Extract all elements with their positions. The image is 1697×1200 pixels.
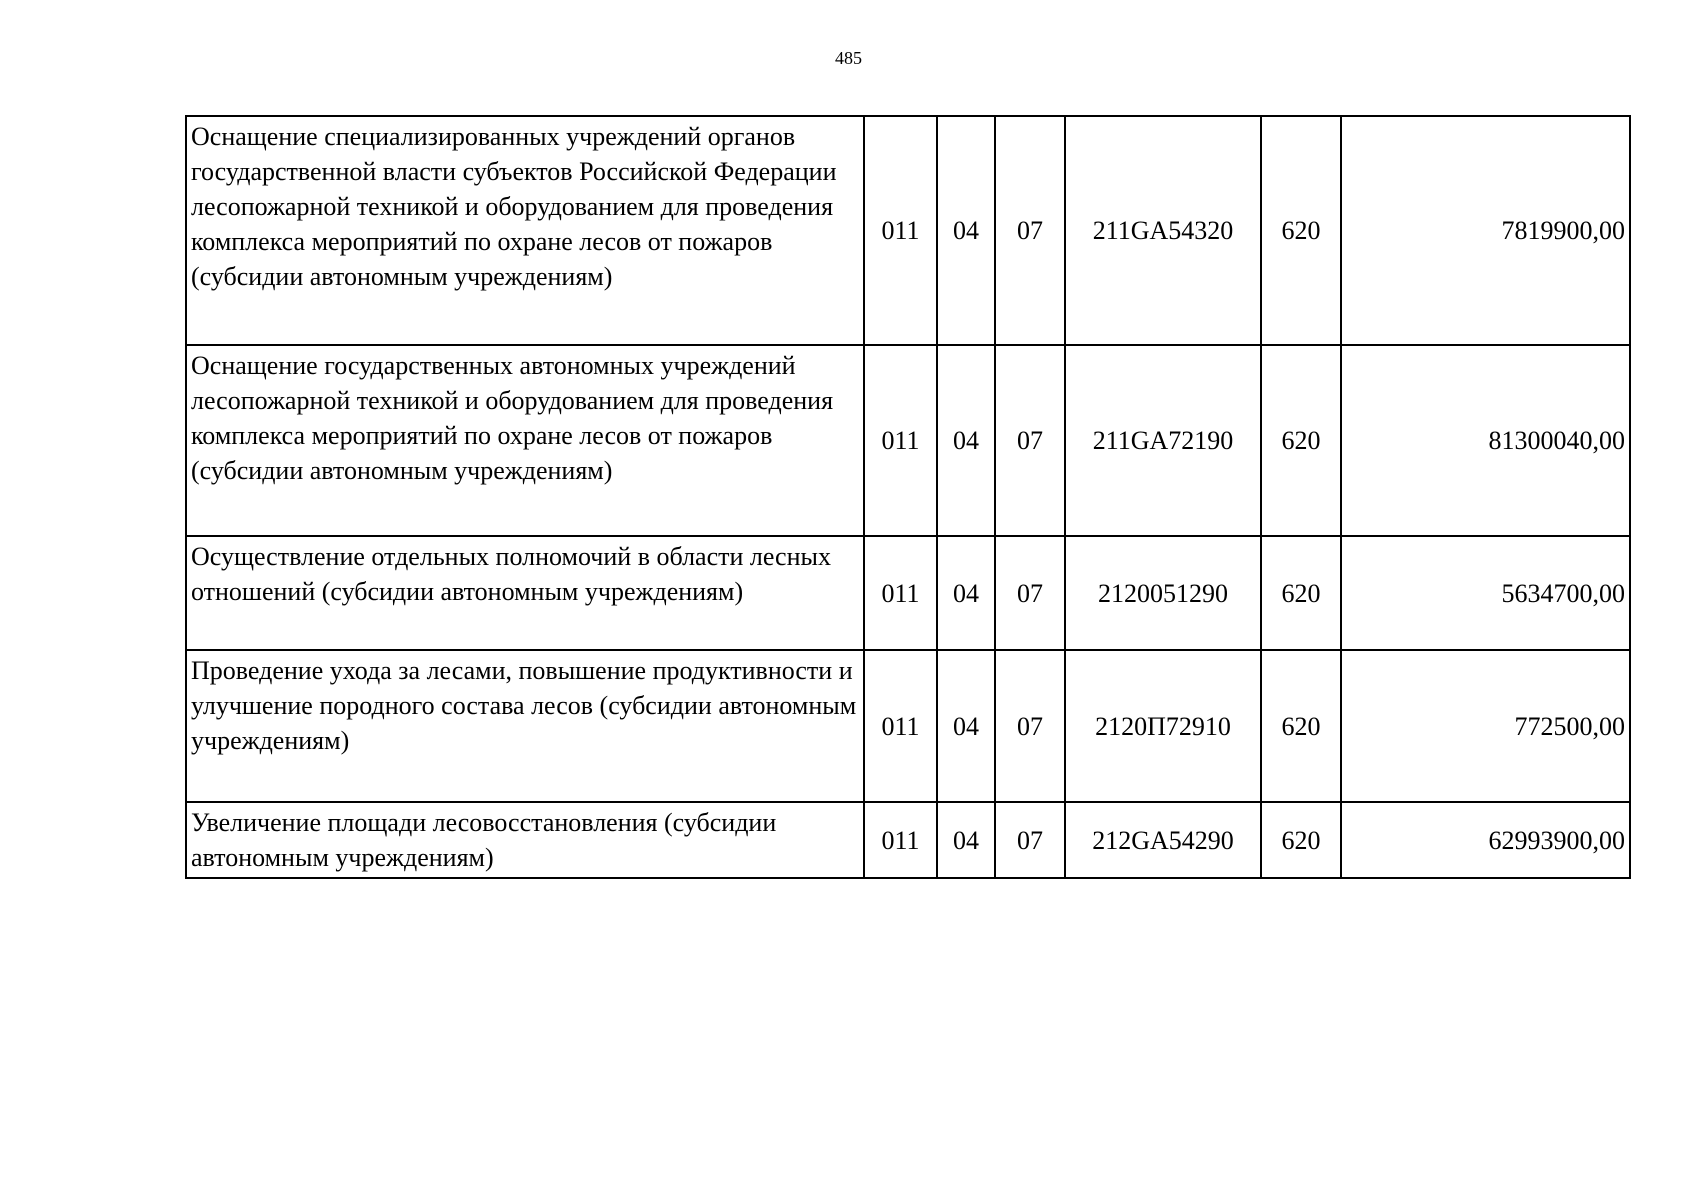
expense-type-cell: 620 (1261, 536, 1341, 650)
amount-cell: 5634700,00 (1341, 536, 1630, 650)
subsection-cell: 07 (995, 345, 1065, 536)
amount-cell: 81300040,00 (1341, 345, 1630, 536)
table-row (186, 345, 1630, 536)
admin-code-cell: 011 (864, 536, 937, 650)
row-name: Оснащение государственных автономных учреждений лесопожарной техникой и оборудованием для проведения комплекса мероприятий по охране лесов от пожаров (субсидии автономным учреждениям) (186, 345, 864, 536)
subsection-cell: 07 (995, 802, 1065, 878)
section-cell: 04 (937, 116, 995, 345)
amount-cell: 62993900,00 (1341, 802, 1630, 878)
amount-cell: 7819900,00 (1341, 116, 1630, 345)
table-row (186, 802, 1630, 878)
target-article-cell: 211GA54320 (1065, 116, 1261, 345)
table-row (186, 650, 1630, 802)
section-cell: 04 (937, 802, 995, 878)
budget-table (185, 115, 1631, 879)
section-cell: 04 (937, 536, 995, 650)
target-article-cell: 212GA54290 (1065, 802, 1261, 878)
admin-code-cell: 011 (864, 345, 937, 536)
target-article-cell: 2120П72910 (1065, 650, 1261, 802)
target-article-cell: 2120051290 (1065, 536, 1261, 650)
page-number: 485 (835, 48, 862, 68)
subsection-cell: 07 (995, 116, 1065, 345)
admin-code-cell: 011 (864, 116, 937, 345)
expense-type-cell: 620 (1261, 345, 1341, 536)
row-name: Увеличение площади лесовосстановления (субсидии автономным учреждениям) (186, 802, 864, 878)
expense-type-cell: 620 (1261, 802, 1341, 878)
subsection-cell: 07 (995, 536, 1065, 650)
subsection-cell: 07 (995, 650, 1065, 802)
row-name: Оснащение специализированных учреждений органов государственной власти субъектов Российской Федерации лесопожарной техникой и оборудованием для проведения комплекса мероприятий по охране лесов от пожаров (субсидии автономным учреждениям) (186, 116, 864, 345)
section-cell: 04 (937, 345, 995, 536)
expense-type-cell: 620 (1261, 650, 1341, 802)
amount-cell: 772500,00 (1341, 650, 1630, 802)
target-article-cell: 211GA72190 (1065, 345, 1261, 536)
table-row (186, 536, 1630, 650)
admin-code-cell: 011 (864, 802, 937, 878)
table-row (186, 116, 1630, 345)
row-name: Осуществление отдельных полномочий в области лесных отношений (субсидии автономным учреждениям) (186, 536, 864, 650)
section-cell: 04 (937, 650, 995, 802)
expense-type-cell: 620 (1261, 116, 1341, 345)
row-name: Проведение ухода за лесами, повышение продуктивности и улучшение породного состава лесов (субсидии автономным учреждениям) (186, 650, 864, 802)
admin-code-cell: 011 (864, 650, 937, 802)
